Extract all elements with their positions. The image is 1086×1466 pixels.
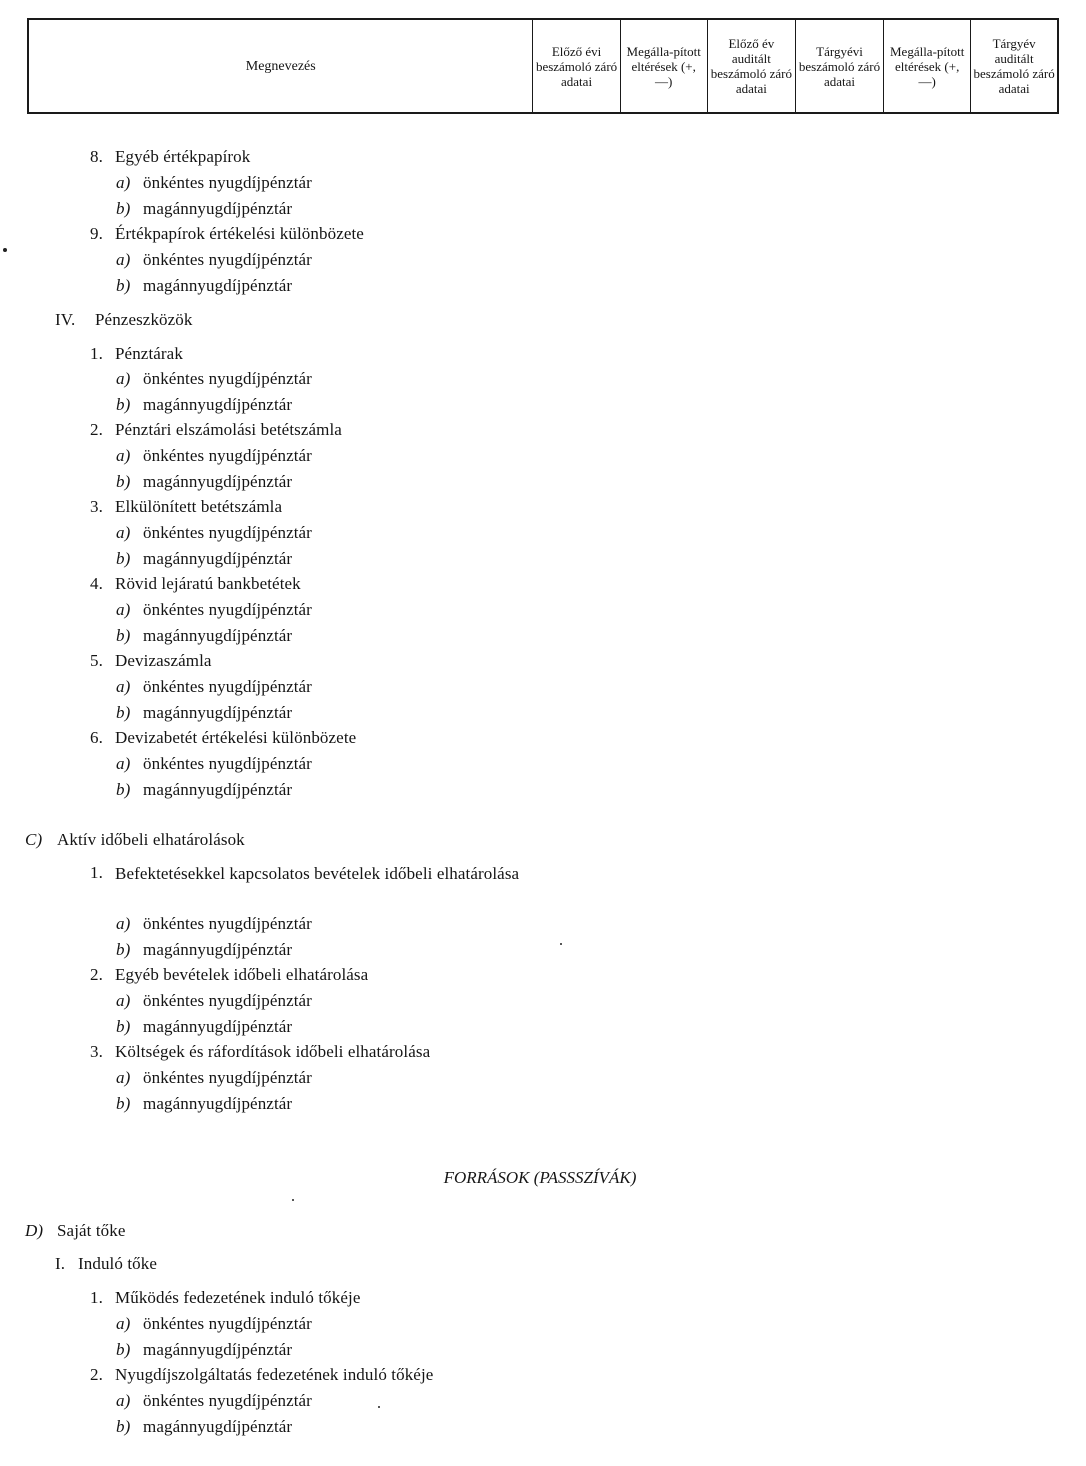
- item-9-b: b) magánnyugdíjpénztár: [116, 276, 293, 295]
- item-c-1-a: a) önkéntes nyugdíjpénztár: [116, 914, 312, 933]
- item-8-a: a) önkéntes nyugdíjpénztár: [116, 173, 312, 192]
- header-table: [27, 18, 1059, 114]
- item-d-1-b: b) magánnyugdíjpénztár: [116, 1340, 293, 1359]
- item-d-1: 1. Működés fedezetének induló tőkéje: [90, 1288, 361, 1307]
- item-iv-5-a: a) önkéntes nyugdíjpénztár: [116, 677, 312, 696]
- item-iv-1: 1. Pénztárak: [90, 344, 183, 363]
- item-iv-4-b: b) magánnyugdíjpénztár: [116, 626, 293, 645]
- item-d-1-a: a) önkéntes nyugdíjpénztár: [116, 1314, 312, 1333]
- item-iv-5-b: b) magánnyugdíjpénztár: [116, 703, 293, 722]
- item-iv-3-b: b) magánnyugdíjpénztár: [116, 549, 293, 568]
- item-iv-6: 6. Devizabetét értékelési különbözete: [90, 728, 357, 747]
- item-9-a: a) önkéntes nyugdíjpénztár: [116, 250, 312, 269]
- item-c-3-a: a) önkéntes nyugdíjpénztár: [116, 1068, 312, 1087]
- item-c-1-b: b) magánnyugdíjpénztár: [116, 940, 293, 959]
- col-prev-diff: Megálla-pított eltérések (+, —): [620, 19, 707, 113]
- item-c-2-a: a) önkéntes nyugdíjpénztár: [116, 991, 312, 1010]
- col-curr-diff: Megálla-pított eltérések (+, —): [884, 19, 971, 113]
- item-iv-6-a: a) önkéntes nyugdíjpénztár: [116, 754, 312, 773]
- item-iv-2-b: b) magánnyugdíjpénztár: [116, 472, 293, 491]
- item-d-2-b: b) magánnyugdíjpénztár: [116, 1417, 293, 1436]
- item-iv-3: 3. Elkülönített betétszámla: [90, 497, 283, 516]
- item-iv-1-b: b) magánnyugdíjpénztár: [116, 395, 293, 414]
- scan-speck: [560, 943, 562, 945]
- item-iv-2-a: a) önkéntes nyugdíjpénztár: [116, 446, 312, 465]
- item-c-2: 2. Egyéb bevételek időbeli elhatárolása: [90, 965, 369, 984]
- col-curr-report: Tárgyévi beszámoló záró adatai: [795, 19, 883, 113]
- item-c-3: 3. Költségek és ráfordítások időbeli elhatárolása: [90, 1042, 431, 1061]
- item-iv-5: 5. Devizaszámla: [90, 651, 212, 670]
- scan-speck: [378, 1406, 380, 1408]
- item-d-2-a: a) önkéntes nyugdíjpénztár: [116, 1391, 312, 1410]
- scan-speck: [3, 248, 7, 252]
- item-c-3-b: b) magánnyugdíjpénztár: [116, 1094, 293, 1113]
- item-iv-6-b: b) magánnyugdíjpénztár: [116, 780, 293, 799]
- item-c-1: 1. Befektetésekkel kapcsolatos bevételek időbeli elhatárolása: [90, 863, 520, 883]
- col-curr-audited: Tárgyév auditált beszámoló záró adatai: [971, 19, 1058, 113]
- item-8-b: b) magánnyugdíjpénztár: [116, 199, 293, 218]
- item-d-2: 2. Nyugdíjszolgáltatás fedezetének induló tőkéje: [90, 1365, 434, 1384]
- item-iv-3-a: a) önkéntes nyugdíjpénztár: [116, 523, 312, 542]
- item-iv-4-a: a) önkéntes nyugdíjpénztár: [116, 600, 312, 619]
- section-IV: IV. Pénzeszközök: [55, 310, 193, 329]
- col-prev-report: Előző évi beszámoló záró adatai: [533, 19, 620, 113]
- item-iv-4: 4. Rövid lejáratú bankbetétek: [90, 574, 301, 593]
- section-C: C) Aktív időbeli elhatárolások: [25, 830, 245, 849]
- section-D-I: I. Induló tőke: [55, 1254, 158, 1273]
- section-heading-forrasok: FORRÁSOK (PASSSZÍVÁK): [443, 1168, 637, 1187]
- scan-speck: [292, 1199, 294, 1201]
- section-D: D) Saját tőke: [25, 1221, 126, 1240]
- item-iv-2: 2. Pénztári elszámolási betétszámla: [90, 420, 342, 439]
- col-megnevezes: Megnevezés: [28, 19, 533, 113]
- item-8: 8. Egyéb értékpapírok: [90, 147, 251, 166]
- item-c-2-b: b) magánnyugdíjpénztár: [116, 1017, 293, 1036]
- item-iv-1-a: a) önkéntes nyugdíjpénztár: [116, 369, 312, 388]
- col-prev-audited: Előző év auditált beszámoló záró adatai: [707, 19, 795, 113]
- item-9: 9. Értékpapírok értékelési különbözete: [90, 224, 364, 243]
